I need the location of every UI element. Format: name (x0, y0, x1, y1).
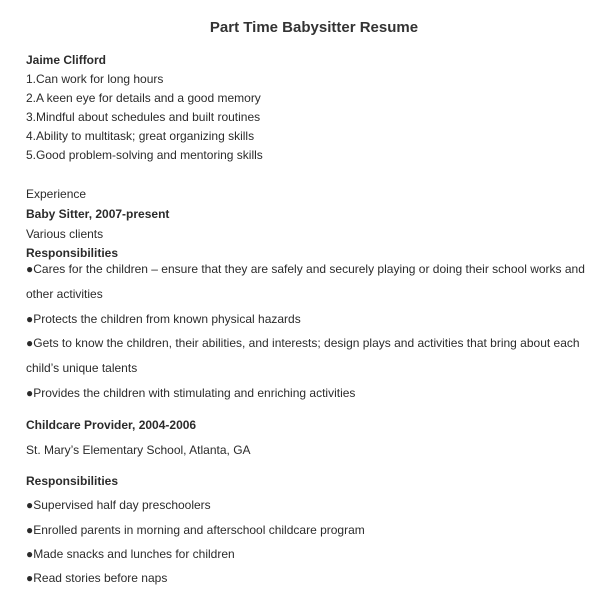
responsibilities-heading: Responsibilities (26, 474, 119, 488)
responsibility-item: ●Enrolled parents in morning and afterschool childcare program (26, 523, 365, 537)
responsibility-item: ●Protects the children from known physical hazards (26, 312, 301, 326)
responsibilities-heading: Responsibilities (26, 246, 119, 260)
responsibility-item: ●Read stories before naps (26, 571, 168, 585)
responsibility-item: ●Made snacks and lunches for children (26, 547, 235, 561)
summary-item: 2.A keen eye for details and a good memory (26, 91, 261, 105)
job-employer: St. Mary’s Elementary School, Atlanta, GA (26, 443, 251, 457)
responsibility-item: ●Provides the children with stimulating and enriching activities (26, 386, 356, 400)
responsibility-item: ●Cares for the children – ensure that they are safely and securely playing or doing their school works and other activities (26, 262, 585, 301)
summary-item: 5.Good problem-solving and mentoring skills (26, 148, 263, 162)
job-title: Baby Sitter, 2007-present (26, 207, 170, 221)
job-employer: Various clients (26, 227, 104, 241)
job-title: Childcare Provider, 2004-2006 (26, 418, 197, 432)
responsibility-item: ●Supervised half day preschoolers (26, 498, 211, 512)
candidate-name: Jaime Clifford (26, 53, 107, 67)
experience-heading: Experience (26, 187, 87, 201)
summary-item: 1.Can work for long hours (26, 72, 164, 86)
summary-item: 4.Ability to multitask; great organizing skills (26, 129, 255, 143)
summary-item: 3.Mindful about schedules and built routines (26, 110, 261, 124)
document-title: Part Time Babysitter Resume (209, 19, 419, 36)
responsibility-item: ●Gets to know the children, their abilities, and interests; design plays and activities that bring about each child’s unique talents (26, 336, 580, 375)
